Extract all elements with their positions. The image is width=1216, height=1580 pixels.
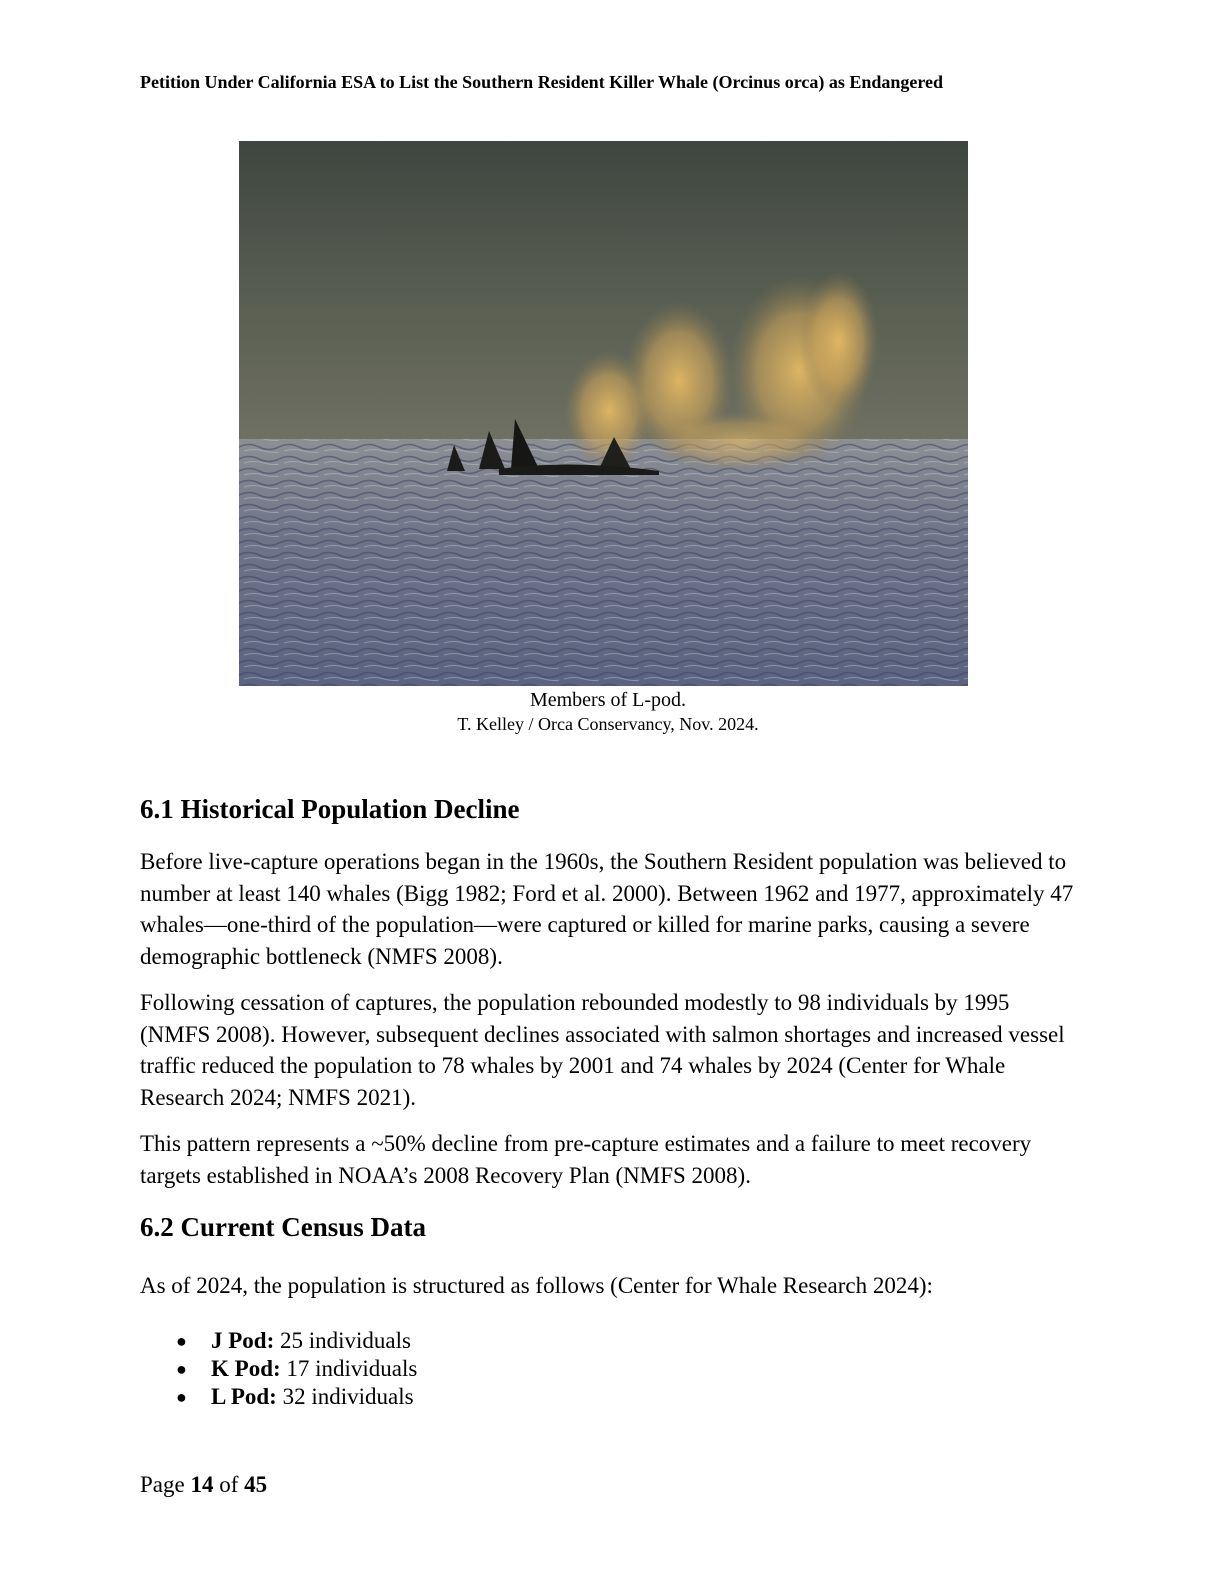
bullet-icon: ● [176, 1330, 187, 1351]
pod-count: 17 individuals [286, 1355, 418, 1381]
paragraph-census-intro: As of 2024, the population is structured as follows (Center for Whale Research 2024): [140, 1273, 933, 1298]
pod-count: 32 individuals [282, 1383, 414, 1409]
page-word: Page [140, 1472, 185, 1497]
pod-label: K Pod: [211, 1355, 281, 1381]
pod-list [140, 1327, 1085, 1411]
paragraph-pre-capture: Before live-capture operations began in the 1960s, the Southern Resident population was believed to number at least 140 whales (Bigg 1982; Ford et al. 2000). Between 1962 and 1977, approximately 47 whales—one-third of the population—were captured or killed for marine parks, causing a severe demographic bottleneck (NMFS 2008). [140, 849, 1074, 969]
figure-caption-credit: T. Kelley / Orca Conservancy, Nov. 2024. [457, 714, 759, 734]
section-heading-historical-decline: 6.1 Historical Population Decline [140, 794, 520, 824]
paragraph-decline-pattern: This pattern represents a ~50% decline from pre-capture estimates and a failure to meet recovery targets established in NOAA’s 2008 Recovery Plan (NMFS 2008). [140, 1131, 1032, 1188]
total-pages: 45 [244, 1472, 268, 1497]
of-word: of [219, 1472, 239, 1497]
orca-photo [239, 141, 968, 686]
pod-label: J Pod: [211, 1327, 275, 1353]
list-item [176, 1327, 1085, 1355]
figure-caption-title: Members of L-pod. [529, 689, 687, 711]
paragraph-rebound: Following cessation of captures, the population rebounded modestly to 98 individuals by 1995 (NMFS 2008). However, subsequent declines associated with salmon shortages and increased vessel traffic reduced the population to 78 whales by 2001 and 74 whales by 2024 (Center for Whale Research 2024; NMFS 2021). [140, 990, 1065, 1110]
pod-count: 25 individuals [280, 1327, 411, 1353]
bullet-icon: ● [176, 1386, 187, 1407]
list-item [176, 1383, 1085, 1411]
running-header: Petition Under California ESA to List the Southern Resident Killer Whale (Orcinus orca) as Endangered [140, 72, 944, 92]
body-content [140, 790, 1085, 1411]
page-number: 14 [190, 1472, 214, 1497]
bullet-icon: ● [176, 1358, 187, 1379]
pod-label: L Pod: [211, 1383, 277, 1409]
section-heading-census: 6.2 Current Census Data [140, 1212, 427, 1242]
page-footer [140, 1470, 267, 1500]
list-item [176, 1355, 1085, 1383]
